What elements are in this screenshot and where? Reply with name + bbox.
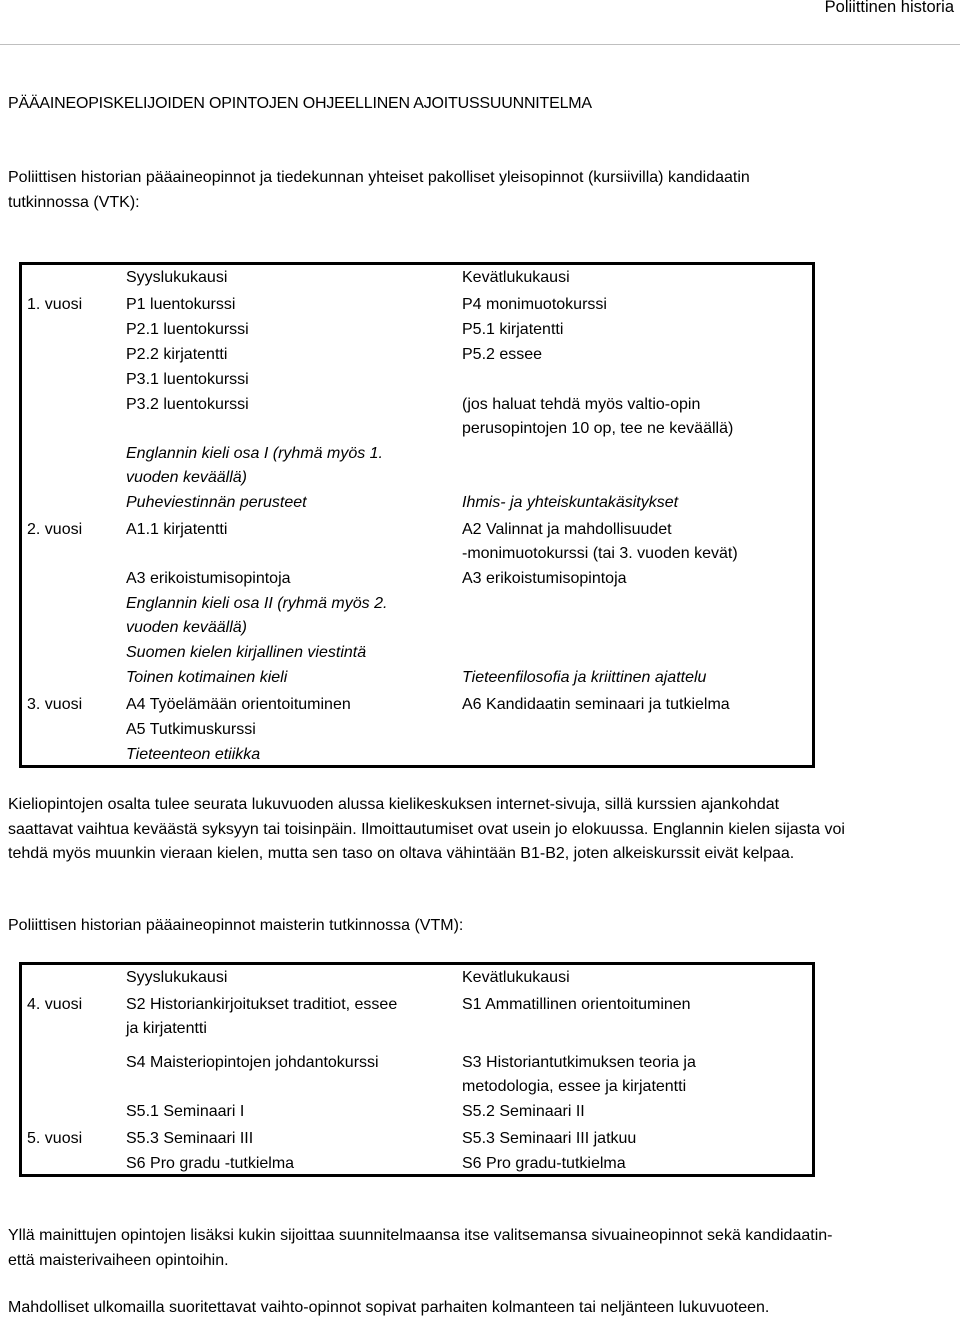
language-notes-line2: saattavat vaihtua keväästä syksyyn tai toisinpäin. Ilmoittautumiset ovat usein jo elokuussa. Englannin kielen sijasta voi [8, 820, 845, 838]
course-p22: P2.2 kirjatentti [126, 346, 228, 363]
course-puheviestinta: Puheviestinnän perusteet [126, 494, 307, 511]
column-header-autumn: Syyslukukausi [126, 269, 228, 286]
minor-studies-note-line2: että maisterivaiheen opintoihin. [8, 1251, 229, 1269]
course-p4: P4 monimuotokurssi [462, 296, 607, 313]
year-label-3: 3. vuosi [27, 696, 83, 713]
intro-bachelor [8, 166, 750, 215]
header-title: Poliittinen historia [824, 0, 954, 16]
intro-bachelor-line2: tutkinnossa (VTK): [8, 193, 140, 211]
course-s52: S5.2 Seminaari II [462, 1103, 585, 1120]
course-p32: P3.2 luentokurssi [126, 396, 249, 413]
language-notes-line3: tehdä myös muunkin vieraan kielen, mutta sen taso on oltava vähintään B1-B2, joten alkeiskurssit eivät kelpaa. [8, 845, 795, 862]
document-title: PÄÄAINEOPISKELIJOIDEN OPINTOJEN OHJEELLINEN AJOITUSSUUNNITELMA [8, 95, 592, 112]
course-s2-line1: S2 Historiankirjoitukset traditiot, essee [126, 996, 398, 1013]
minor-studies-note-line1: Yllä mainittujen opintojen lisäksi kukin sijoittaa suunnitelmaansa itse valitsemansa sivuaineopinnot sekä kandidaatin- [8, 1227, 833, 1244]
year-label-4: 4. vuosi [27, 996, 83, 1013]
course-s6-spring: S6 Pro gradu-tutkielma [462, 1155, 626, 1172]
course-a2-line1: A2 Valinnat ja mahdollisuudet [462, 521, 672, 538]
year-label-2: 2. vuosi [27, 521, 83, 538]
course-p51: P5.1 kirjatentti [462, 321, 564, 338]
course-s4: S4 Maisteriopintojen johdantokurssi [126, 1054, 379, 1071]
course-s53-spring: S5.3 Seminaari III jatkuu [462, 1130, 637, 1147]
course-a6: A6 Kandidaatin seminaari ja tutkielma [462, 696, 730, 713]
course-a2-line2: -monimuotokurssi (tai 3. vuoden kevät) [462, 545, 738, 562]
course-s6-autumn: S6 Pro gradu -tutkielma [126, 1155, 295, 1172]
course-english-2-line1: Englannin kieli osa II (ryhmä myös 2. [126, 595, 388, 612]
course-s2-line2: ja kirjatentti [126, 1020, 207, 1037]
course-english-1-line1: Englannin kieli osa I (ryhmä myös 1. [126, 445, 383, 462]
course-s3-line2: metodologia, essee ja kirjatentti [462, 1078, 687, 1095]
course-a3-autumn: A3 erikoistumisopintoja [126, 570, 291, 587]
exchange-studies-note: Mahdolliset ulkomailla suoritettavat vaihto-opinnot sopivat parhaiten kolmanteen tai neljänteen lukuvuoteen. [8, 1299, 770, 1316]
header-divider [0, 44, 960, 45]
bachelor-schedule-table [19, 262, 815, 768]
course-s1: S1 Ammatillinen orientoituminen [462, 996, 691, 1013]
course-p1: P1 luentokurssi [126, 296, 236, 313]
course-a5: A5 Tutkimuskurssi [126, 721, 256, 738]
year-label-1: 1. vuosi [27, 296, 83, 313]
course-suomen-kieli: Suomen kielen kirjallinen viestintä [126, 644, 367, 661]
course-english-2-line2: vuoden keväällä) [126, 619, 247, 636]
course-a4: A4 Työelämään orientoituminen [126, 696, 351, 713]
column-header-spring: Kevätlukukausi [462, 969, 570, 986]
course-p52: P5.2 essee [462, 346, 543, 363]
language-notes [8, 793, 845, 867]
course-s51: S5.1 Seminaari I [126, 1103, 245, 1120]
course-p31: P3.1 luentokurssi [126, 371, 249, 388]
course-s3-line1: S3 Historiantutkimuksen teoria ja [462, 1054, 696, 1071]
note-valtio-opin-line2: perusopintojen 10 op, tee ne keväällä) [462, 420, 734, 437]
course-ihmis-yhteiskunta: Ihmis- ja yhteiskuntakäsitykset [462, 494, 679, 511]
intro-bachelor-line1: Poliittisen historian pääaineopinnot ja tiedekunnan yhteiset pakolliset yleisopinnot (kursiivilla) kandidaatin [8, 169, 750, 186]
course-p21: P2.1 luentokurssi [126, 321, 249, 338]
intro-master: Poliittisen historian pääaineopinnot maisterin tutkinnossa (VTM): [8, 917, 464, 934]
course-tieteenteon-etiikka: Tieteenteon etiikka [126, 746, 261, 763]
note-valtio-opin-line1: (jos haluat tehdä myös valtio-opin [462, 396, 701, 413]
course-english-1-line2: vuoden keväällä) [126, 469, 247, 486]
year-label-5: 5. vuosi [27, 1130, 83, 1147]
course-toinen-kotimainen: Toinen kotimainen kieli [126, 669, 288, 686]
column-header-spring: Kevätlukukausi [462, 269, 570, 286]
course-a1: A1.1 kirjatentti [126, 521, 228, 538]
minor-studies-note [8, 1224, 832, 1273]
course-a3-spring: A3 erikoistumisopintoja [462, 570, 627, 587]
course-tieteenfilosofia: Tieteenfilosofia ja kriittinen ajattelu [462, 669, 707, 686]
column-header-autumn: Syyslukukausi [126, 969, 228, 986]
language-notes-line1: Kieliopintojen osalta tulee seurata lukuvuoden alussa kielikeskuksen internet-sivuja, sillä kurssien ajankohdat [8, 796, 780, 813]
master-schedule-table [19, 962, 815, 1177]
course-s53-autumn: S5.3 Seminaari III [126, 1130, 254, 1147]
